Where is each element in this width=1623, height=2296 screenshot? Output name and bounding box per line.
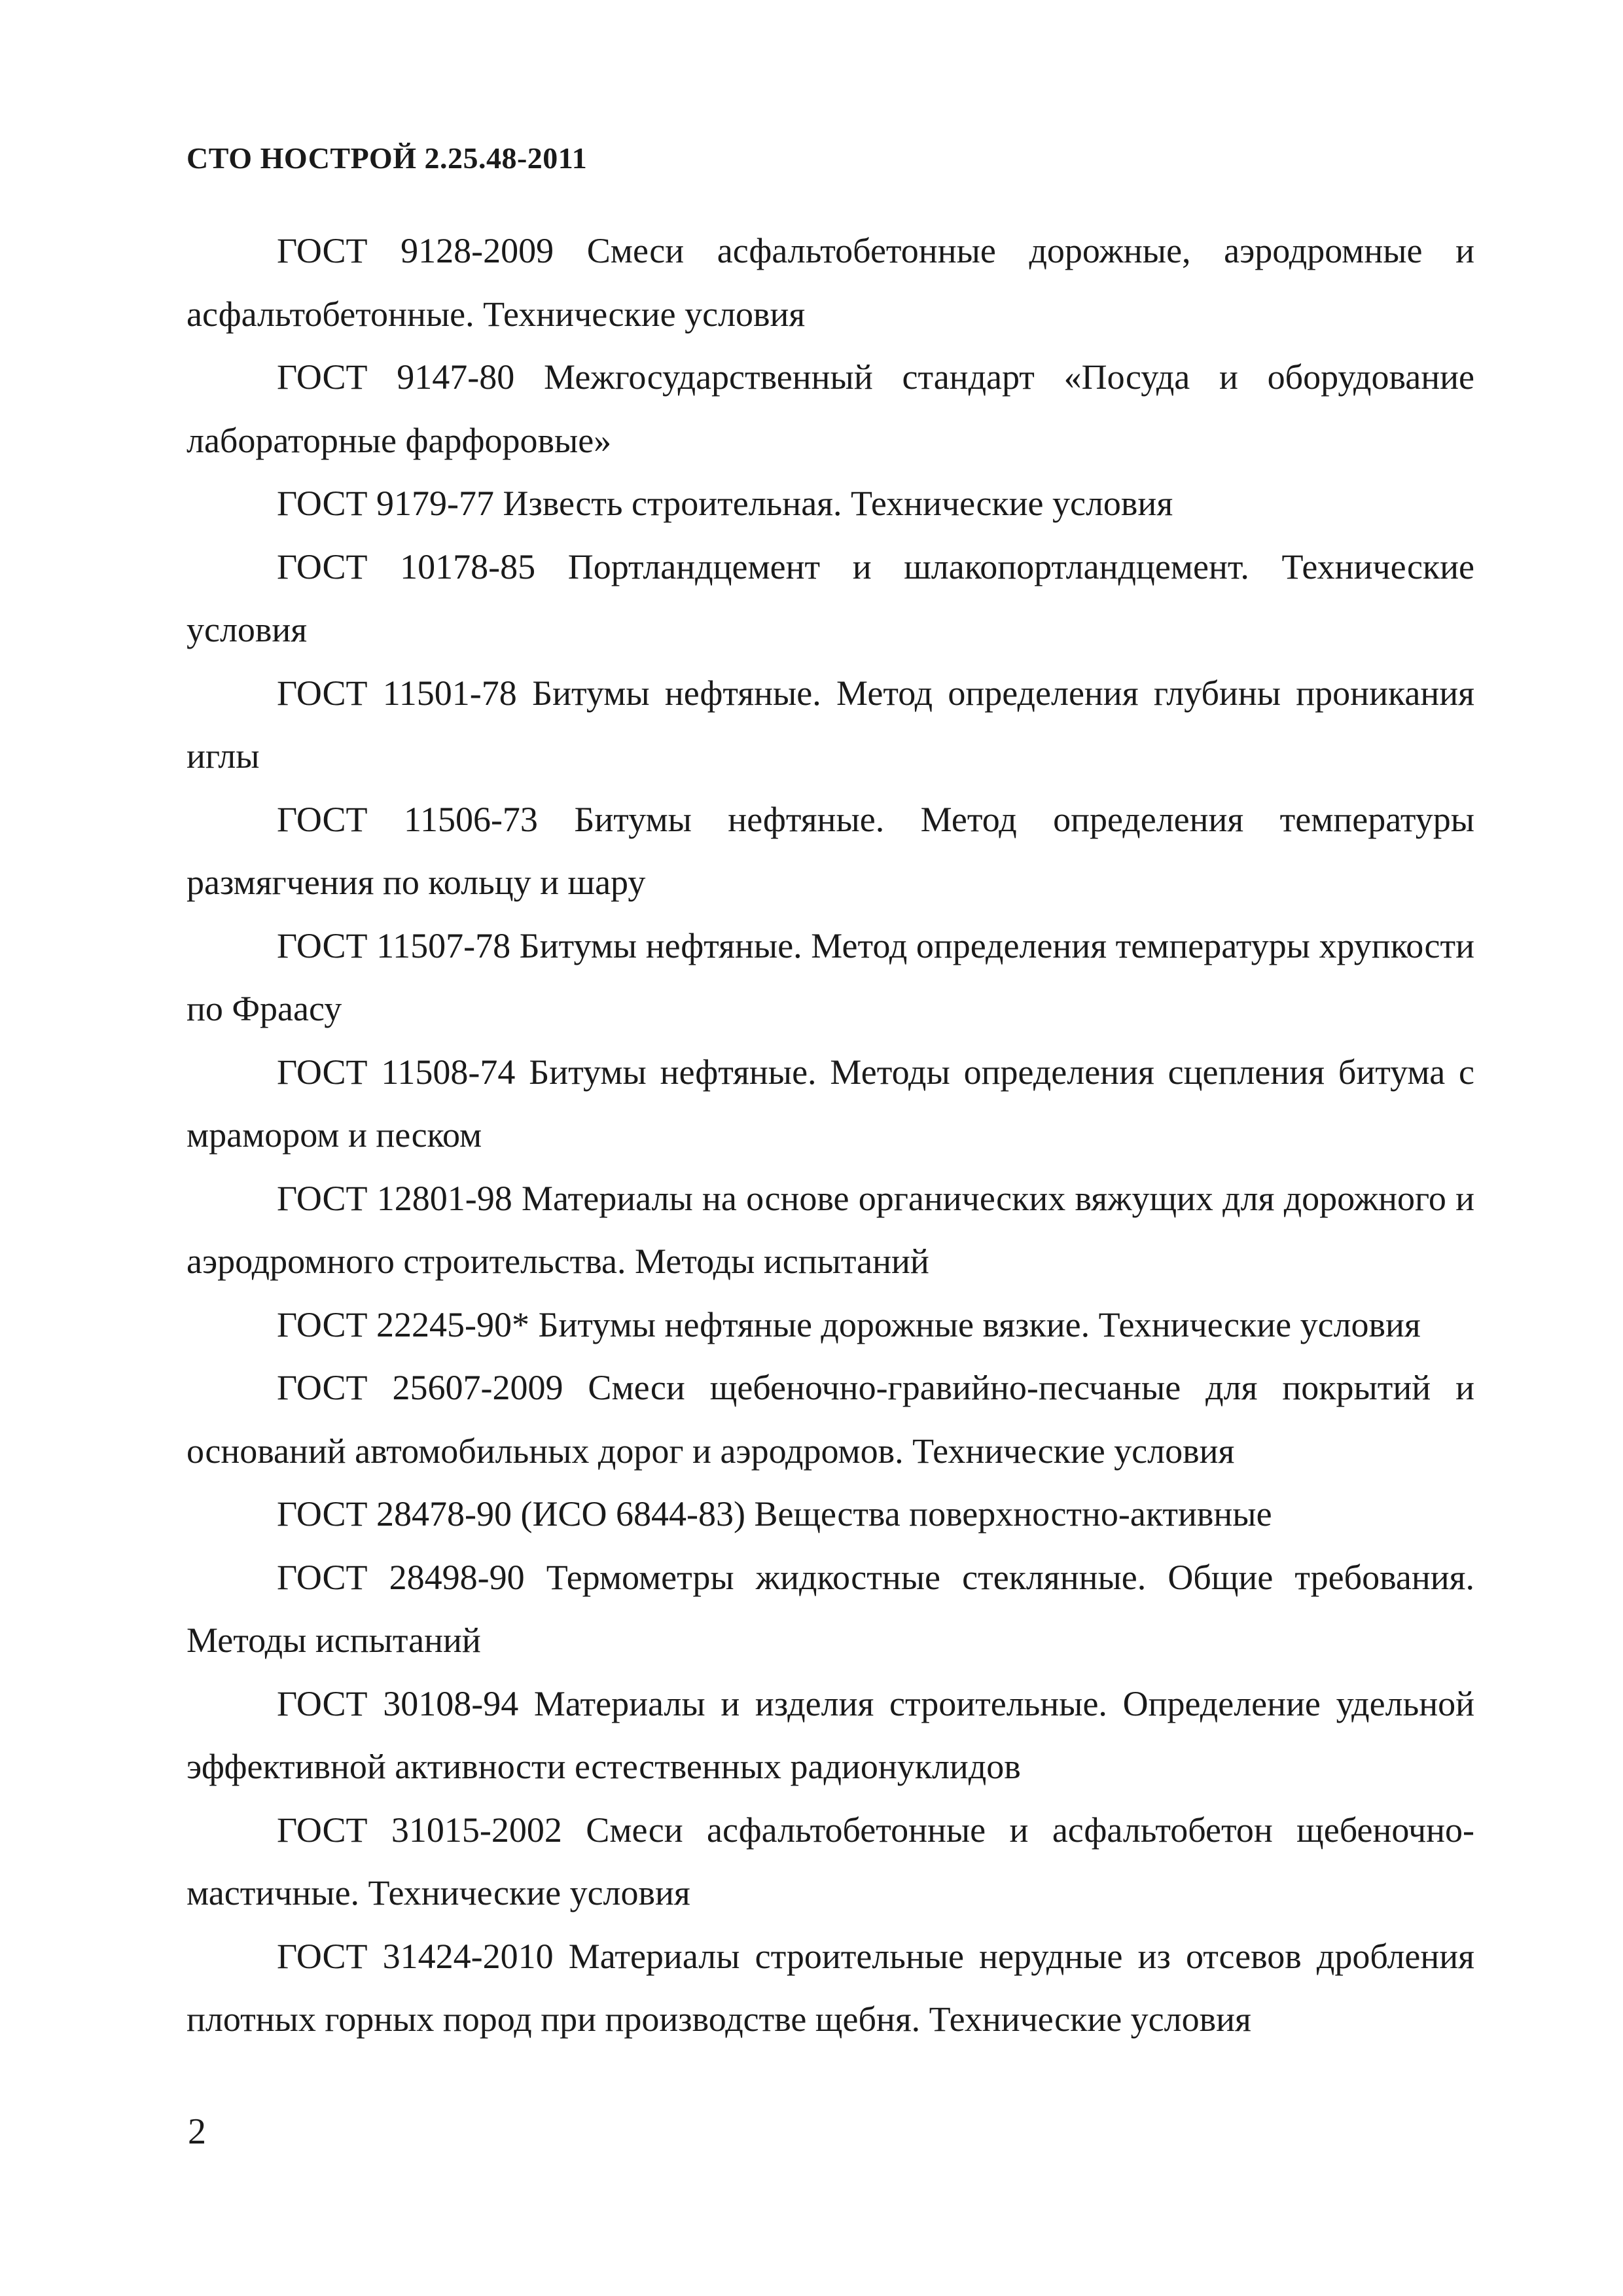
reference-item [187,1041,1474,1167]
reference-code: ГОСТ 9147-80 [277,357,515,397]
reference-code: ГОСТ 10178-85 [277,547,536,586]
reference-item [187,346,1474,472]
reference-item [187,1293,1474,1357]
reference-title: Битумы нефтяные. Метод определения температуры размягчения по кольцу и шару [187,799,1475,902]
reference-title: Портландцемент и шлакопортландцемент. Технические условия [187,547,1475,649]
reference-title: Битумы нефтяные. Метод определения температуры хрупкости по Фраасу [187,925,1475,1028]
reference-item [187,1167,1474,1293]
reference-item [187,1799,1474,1925]
reference-title: Битумы нефтяные. Метод определения глубины проникания иглы [187,673,1475,776]
reference-title: Материалы на основе органических вяжущих для дорожного и аэродромного строительства. Методы испытаний [187,1178,1475,1281]
reference-item [187,914,1474,1041]
reference-code: ГОСТ 31424-2010 [277,1936,554,1976]
reference-code: ГОСТ 11507-78 [277,925,511,965]
reference-code: ГОСТ 28478-90 [277,1494,512,1534]
reference-title: Битумы нефтяные. Методы определения сцепления битума с мрамором и песком [187,1052,1474,1155]
reference-code: ГОСТ 30108-94 [277,1683,519,1723]
reference-code: ГОСТ 22245-90* [277,1304,530,1344]
reference-item [187,1672,1474,1799]
reference-item [187,1546,1474,1672]
reference-code: ГОСТ 28498-90 [277,1557,525,1597]
reference-code: ГОСТ 11506-73 [277,799,538,839]
reference-title: (ИСО 6844-83) Вещества поверхностно-активные [520,1494,1272,1534]
references-list [187,219,1474,2051]
reference-item [187,472,1474,535]
reference-title: Материалы строительные нерудные из отсевов дробления плотных горных пород при производстве щебня. Технические условия [187,1936,1475,2039]
reference-item [187,1925,1474,2051]
reference-code: ГОСТ 25607-2009 [277,1368,563,1407]
reference-code: ГОСТ 9128-2009 [277,231,554,270]
reference-item [187,219,1474,346]
reference-code: ГОСТ 11501-78 [277,673,517,713]
reference-title: Межгосударственный стандарт «Посуда и оборудование лабораторные фарфоровые» [187,357,1475,460]
reference-code: ГОСТ 9179-77 [277,484,495,523]
reference-item [187,1356,1474,1482]
reference-title: Смеси щебеночно-гравийно-песчаные для покрытий и оснований автомобильных дорог и аэродромов. Технические условия [187,1368,1475,1471]
reference-code: ГОСТ 12801-98 [277,1178,512,1218]
reference-item [187,535,1474,662]
reference-title: Известь строительная. Технические условия [503,484,1173,523]
reference-title: Смеси асфальтобетонные дорожные, аэродромные и асфальтобетонные. Технические условия [187,231,1475,334]
reference-title: Материалы и изделия строительные. Определение удельной эффективной активности естественных радионуклидов [187,1683,1475,1786]
reference-item [187,1482,1474,1546]
reference-title: Смеси асфальтобетонные и асфальтобетон щебеночно-мастичные. Технические условия [187,1810,1474,1912]
page-number: 2 [188,2111,206,2152]
document-header: СТО НОСТРОЙ 2.25.48-2011 [187,141,588,175]
reference-code: ГОСТ 11508-74 [277,1052,516,1092]
reference-code: ГОСТ 31015-2002 [277,1810,562,1850]
reference-item [187,788,1474,914]
reference-title: Термометры жидкостные стеклянные. Общие требования. Методы испытаний [187,1557,1474,1660]
reference-item [187,662,1474,788]
reference-title: Битумы нефтяные дорожные вязкие. Технические условия [538,1304,1421,1344]
